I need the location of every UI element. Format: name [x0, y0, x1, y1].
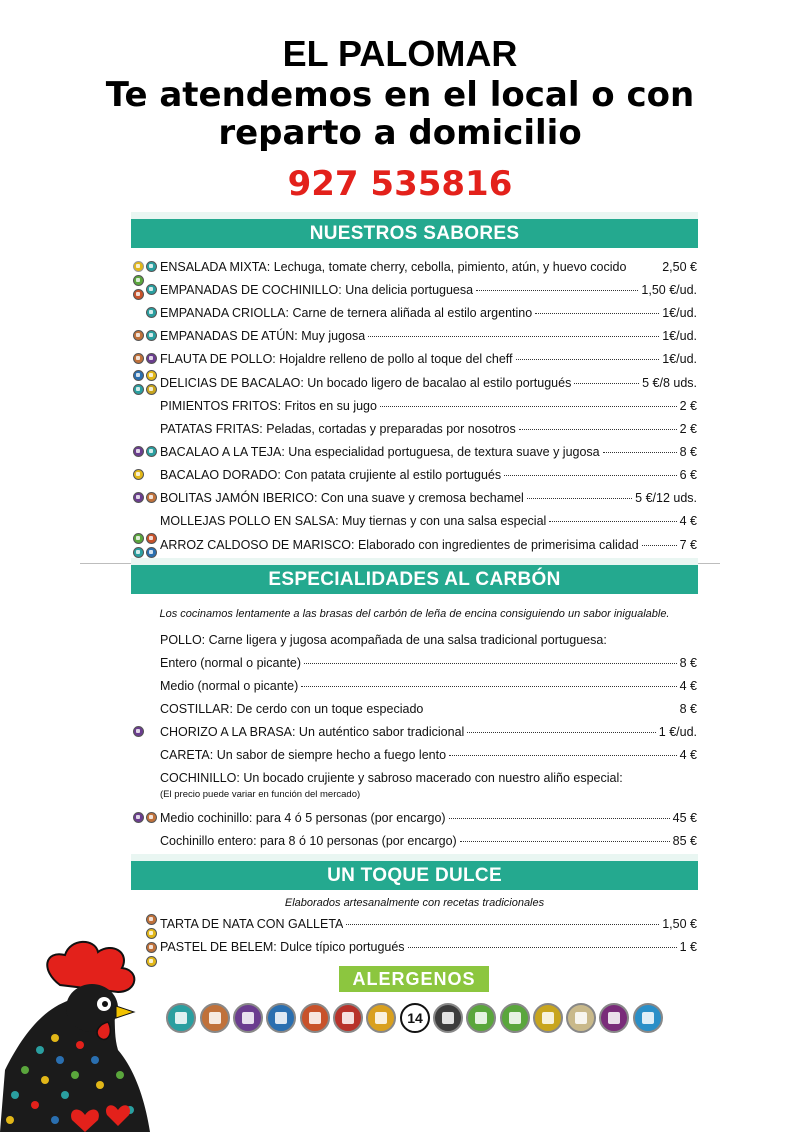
item-price: 7 € [679, 538, 697, 552]
cochinillo-heading [160, 769, 697, 787]
leader-dots [527, 498, 632, 499]
celery-icon [466, 1003, 496, 1033]
allergen-icon [133, 492, 144, 503]
menu-item [160, 327, 697, 345]
leader-dots [535, 313, 659, 314]
menu-item [160, 915, 697, 933]
leader-dots [642, 545, 677, 546]
leader-dots [304, 663, 677, 664]
milk-icon [366, 1003, 396, 1033]
allergen-icon [133, 261, 144, 272]
item-price: 4 € [679, 514, 697, 528]
item-name: ARROZ CALDOSO DE MARISCO: Elaborado con ingredientes de primerisima calidad [160, 538, 639, 552]
tagline-line-2: reparto a domicilio [218, 113, 582, 153]
leader-dots [603, 452, 677, 453]
fish-icon [266, 1003, 296, 1033]
allergen-icon [146, 307, 157, 318]
item-name: BACALAO DORADO: Con patata crujiente al estilo portugués [160, 468, 502, 482]
item-name: TARTA DE NATA CON GALLETA [160, 917, 344, 931]
menu-item [160, 281, 697, 299]
restaurant-name: EL PALOMAR [282, 33, 518, 74]
item-price: 6 € [679, 468, 697, 482]
menu-item [160, 512, 697, 530]
item-price: 1,50 €/ud. [641, 283, 697, 297]
leader-dots [301, 686, 676, 687]
allergen-icon [133, 275, 144, 286]
section-title-dulce: UN TOQUE DULCE [131, 861, 698, 890]
item-price: 1 € [679, 940, 697, 954]
item-price: 2,50 € [662, 260, 697, 274]
item-name: COSTILLAR: De cerdo con un toque especiado [160, 702, 424, 716]
menu-item [160, 938, 697, 956]
menu-item [160, 677, 697, 695]
item-price: 2 € [679, 399, 697, 413]
menu-item [160, 443, 697, 461]
item-name: CARETA: Un sabor de siempre hecho a fuego lento [160, 748, 447, 762]
soy-icon [333, 1003, 363, 1033]
menu-item [160, 654, 697, 672]
menu-item [160, 723, 697, 741]
tagline-line-1: Te atendemos en el local o con [105, 75, 695, 115]
allergen-icon [146, 330, 157, 341]
allergen-icon [146, 812, 157, 823]
item-name: PATATAS FRITAS: Peladas, cortadas y preparadas por nosotros [160, 422, 516, 436]
allergen-icon [146, 261, 157, 272]
item-price: 8 € [679, 656, 697, 670]
item-name: BACALAO A LA TEJA: Una especialidad portuguesa, de textura suave y jugosa [160, 445, 600, 459]
menu-item [160, 397, 697, 415]
menu-item [160, 304, 697, 322]
item-name: Entero (normal o picante) [160, 656, 302, 670]
leader-dots [380, 406, 677, 407]
item-price: 8 € [679, 445, 697, 459]
allergen-icon [133, 289, 144, 300]
allergen-icon [146, 370, 157, 381]
pollo-heading [160, 631, 697, 649]
lupin-icon [599, 1003, 629, 1033]
peanuts-icon [300, 1003, 330, 1033]
item-price: 2 € [679, 422, 697, 436]
section-title-sabores: NUESTROS SABORES [131, 219, 698, 248]
molluscs-icon [633, 1003, 663, 1033]
leader-dots [460, 841, 670, 842]
leader-dots [519, 429, 677, 430]
item-name: MOLLEJAS POLLO EN SALSA: Muy tiernas y con una salsa especial [160, 514, 547, 528]
allergen-icon [146, 492, 157, 503]
crustaceans-icon [200, 1003, 230, 1033]
menu-item [160, 420, 697, 438]
leader-dots [504, 475, 676, 476]
item-name: EMPANADAS DE COCHINILLO: Una delicia portuguesa [160, 283, 474, 297]
allergen-icon [146, 533, 157, 544]
allergen-icon [133, 446, 144, 457]
item-name: CHORIZO A LA BRASA: Un auténtico sabor tradicional [160, 725, 465, 739]
sulphites-icon [566, 1003, 596, 1033]
allergen-icon [146, 914, 157, 925]
item-name: POLLO: Carne ligera y jugosa acompañada de una salsa tradicional portuguesa: [160, 633, 607, 647]
allergen-icon [133, 353, 144, 364]
leader-dots [574, 383, 639, 384]
item-price: 1€/ud. [662, 352, 697, 366]
menu-item [160, 374, 697, 392]
allergen-icon [146, 446, 157, 457]
menu-item [160, 746, 697, 764]
menu-item [160, 536, 697, 554]
rooster-illustration [0, 930, 200, 1132]
leader-dots [476, 290, 638, 291]
carbon-intro: Los cocinamos lentamente a las brasas del carbón de leña de encina consiguiendo un sabor inigualable. [159, 608, 670, 620]
item-name: FLAUTA DE POLLO: Hojaldre relleno de pollo al toque del cheff [160, 352, 513, 366]
allergen-icon [133, 370, 144, 381]
leader-dots [467, 732, 655, 733]
item-price: 1,50 € [662, 917, 697, 931]
item-name: COCHINILLO: Un bocado crujiente y sabroso macerado con nuestro aliño especial: [160, 771, 623, 785]
allergen-icon [133, 469, 144, 480]
leader-dots [368, 336, 659, 337]
item-price: 85 € [672, 834, 697, 848]
item-name: PASTEL DE BELEM: Dulce típico portugués [160, 940, 405, 954]
mustard-icon [500, 1003, 530, 1033]
leader-dots [449, 755, 677, 756]
menu-item [160, 350, 697, 368]
tagline [0, 76, 800, 152]
item-price: 8 € [679, 702, 697, 716]
allergen-icon [133, 330, 144, 341]
allergen-icon [146, 284, 157, 295]
menu-item [160, 832, 697, 850]
item-name: EMPANADA CRIOLLA: Carne de ternera aliñada al estilo argentino [160, 306, 533, 320]
menu-item [160, 466, 697, 484]
dulce-intro: Elaborados artesanalmente con recetas tradicionales [284, 897, 545, 909]
sesame-icon [533, 1003, 563, 1033]
item-name: BOLITAS JAMÓN IBERICO: Con una suave y cremosa bechamel [160, 491, 524, 505]
leader-dots [516, 359, 660, 360]
section-title-carbon: ESPECIALIDADES AL CARBÓN [131, 565, 698, 594]
rooster-head [66, 984, 118, 1032]
menu-item [160, 700, 697, 718]
allergen-icon [146, 384, 157, 395]
item-name: Medio (normal o picante) [160, 679, 299, 693]
menu-item [160, 489, 697, 507]
item-price: 4 € [679, 679, 697, 693]
menu-item [160, 809, 697, 827]
leader-dots [408, 947, 677, 948]
item-price: 5 €/8 uds. [642, 376, 697, 390]
item-price: 1 €/ud. [658, 725, 697, 739]
item-name: Medio cochinillo: para 4 ó 5 personas (por encargo) [160, 811, 446, 825]
item-price: 1€/ud. [662, 329, 697, 343]
item-name: PIMIENTOS FRITOS: Fritos en su jugo [160, 399, 377, 413]
allergen-number-badge: 14 [400, 1003, 430, 1033]
price-note: (El precio puede variar en función del mercado) [160, 789, 361, 800]
allergen-icon [133, 812, 144, 823]
leader-dots [549, 521, 676, 522]
item-price: 5 €/12 uds. [635, 491, 697, 505]
allergens-title: ALERGENOS [339, 966, 489, 992]
item-name: Cochinillo entero: para 8 ó 10 personas (por encargo) [160, 834, 457, 848]
item-name: ENSALADA MIXTA: Lechuga, tomate cherry, cebolla, pimiento, atún, y huevo cocido [160, 260, 627, 274]
phone-number[interactable]: 927 535816 [287, 164, 513, 204]
allergen-icon [133, 726, 144, 737]
menu-item [160, 258, 697, 276]
allergen-icon [133, 547, 144, 558]
allergen-icon [133, 384, 144, 395]
allergen-icon [146, 353, 157, 364]
item-name: EMPANADAS DE ATÚN: Muy jugosa [160, 329, 366, 343]
eggs-icon [233, 1003, 263, 1033]
leader-dots [346, 924, 659, 925]
rooster-beak [116, 1006, 134, 1018]
nuts-icon [433, 1003, 463, 1033]
item-price: 1€/ud. [662, 306, 697, 320]
allergen-icon [146, 547, 157, 558]
allergen-icon [133, 533, 144, 544]
item-name: DELICIAS DE BACALAO: Un bocado ligero de bacalao al estilo portugués [160, 376, 572, 390]
item-price: 4 € [679, 748, 697, 762]
item-price: 45 € [672, 811, 697, 825]
leader-dots [449, 818, 670, 819]
